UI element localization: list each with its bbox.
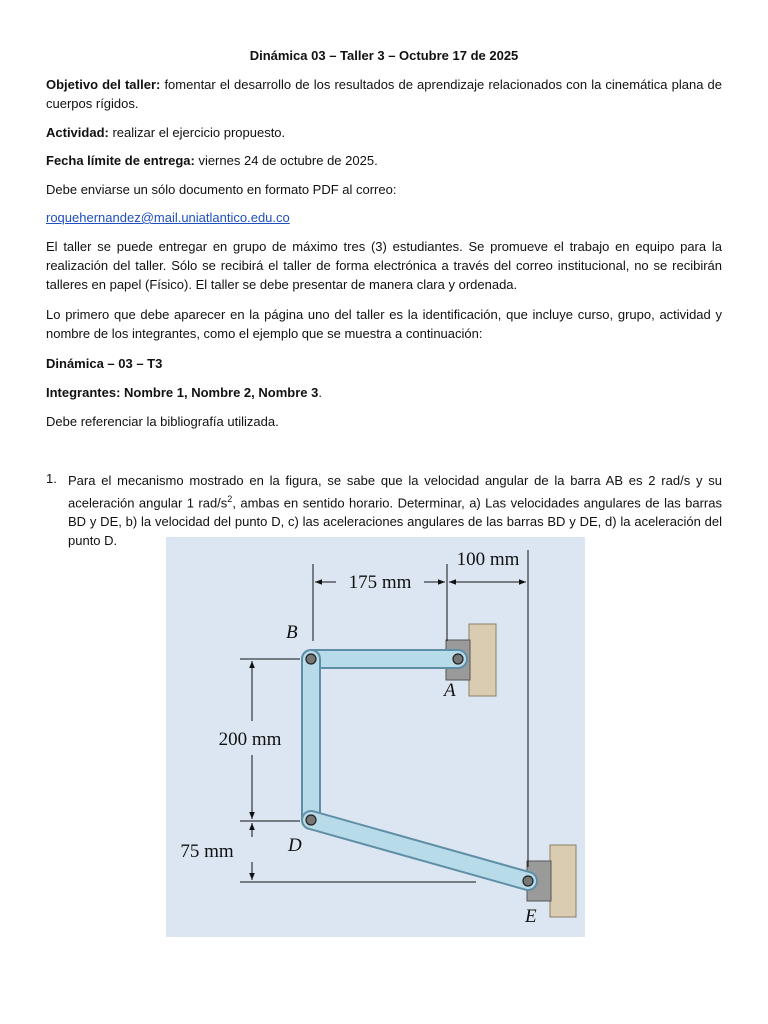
point-label-d: D bbox=[288, 835, 302, 856]
pin-e bbox=[523, 876, 533, 886]
email-link[interactable]: roquehernandez@mail.uniatlantico.edu.co bbox=[46, 210, 290, 225]
example-code: Dinámica – 03 – T3 bbox=[46, 356, 163, 371]
example-members-end: . bbox=[318, 385, 322, 400]
dim-200-label: 200 mm bbox=[218, 729, 282, 750]
objective-label: Objetivo del taller: bbox=[46, 77, 161, 92]
activity-text: realizar el ejercicio propuesto. bbox=[108, 125, 286, 140]
email-paragraph bbox=[46, 208, 722, 227]
dim-175-label: 175 mm bbox=[348, 572, 412, 593]
first-page-paragraph: Lo primero que debe aparecer en la página uno del taller es la identificación, que incluye curso, grupo, actividad y nombre de los integrantes, como el ejemplo que se muestra a continuación: bbox=[46, 307, 722, 341]
mechanism-diagram bbox=[166, 537, 585, 937]
example-members-paragraph bbox=[46, 383, 722, 402]
wall-support-e bbox=[550, 845, 576, 917]
problem-text-superscript: 2 bbox=[227, 494, 233, 504]
dim-100-label: 100 mm bbox=[456, 549, 520, 570]
deadline-paragraph bbox=[46, 151, 722, 170]
send-instruction: Debe enviarse un sólo documento en formato PDF al correo: bbox=[46, 182, 397, 197]
point-label-e: E bbox=[525, 906, 537, 927]
objective-text: fomentar el desarrollo de los resultados de aprendizaje relacionados con la cinemática plana de cuerpos rígidos. bbox=[46, 77, 722, 111]
mechanism-figure bbox=[166, 537, 585, 937]
objective-paragraph bbox=[46, 75, 722, 113]
activity-paragraph bbox=[46, 123, 722, 142]
example-members: Integrantes: Nombre 1, Nombre 2, Nombre 3 bbox=[46, 385, 319, 400]
deadline-text: viernes 24 de octubre de 2025. bbox=[194, 153, 378, 168]
problem-text-part2: , ambas en sentido horario. Determinar, a) Las velocidades angulares de las barras BD y DE, b) la velocidad del punto D, c) las aceleraciones angulares de las barras BD y DE, d) la aceleración del punto D. bbox=[68, 495, 722, 549]
activity-label: Actividad: bbox=[46, 125, 109, 140]
problem-text-part1: Para el mecanismo mostrado en la figura, se sabe que la velocidad angular de la barra AB es 2 rad/s y su aceleración angular 1 rad/s bbox=[68, 473, 722, 511]
document-title: Dinámica 03 – Taller 3 – Octubre 17 de 2025 bbox=[249, 48, 519, 63]
pin-d bbox=[306, 815, 316, 825]
point-label-a: A bbox=[444, 680, 456, 701]
bibliography-paragraph: Debe referenciar la bibliografía utilizada. bbox=[46, 414, 279, 429]
point-label-b: B bbox=[286, 622, 298, 643]
pin-a bbox=[453, 654, 463, 664]
wall-support-a bbox=[469, 624, 496, 696]
group-paragraph: El taller se puede entregar en grupo de máximo tres (3) estudiantes. Se promueve el trabajo en equipo para la realización del taller. Sólo se recibirá el taller de forma electrónica a través del correo institucional, no se recibirán talleres en papel (Físico). El taller se debe presentar de manera clara y ordenada. bbox=[46, 239, 722, 292]
deadline-label: Fecha límite de entrega: bbox=[46, 153, 195, 168]
problem-number: 1. bbox=[46, 471, 57, 486]
pin-b bbox=[306, 654, 316, 664]
dim-75-label: 75 mm bbox=[180, 841, 234, 862]
